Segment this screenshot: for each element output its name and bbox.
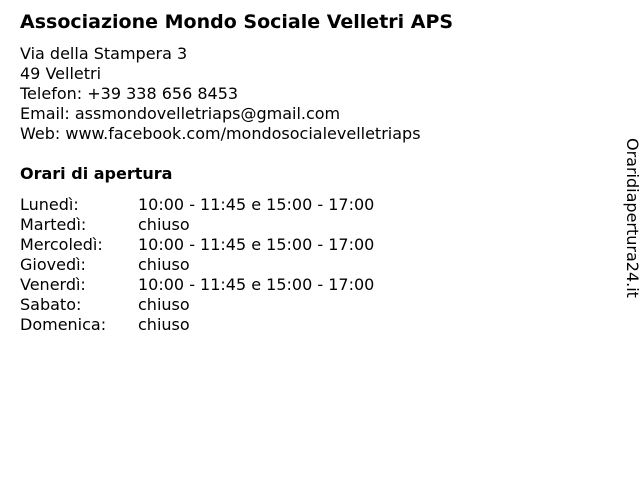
hours-day-label: Domenica: [20,315,107,334]
hours-time-value: 10:00 - 11:45 e 15:00 - 17:00 [138,235,375,254]
hours-time-value: chiuso [138,315,190,334]
site-brand-vertical: Oraridiapertura24.it [623,138,642,298]
hours-time-value: 10:00 - 11:45 e 15:00 - 17:00 [138,275,375,294]
email-line: Email: assmondovelletriaps@gmail.com [20,104,341,123]
hours-day-label: Mercoledì: [20,235,103,254]
address-city: 49 Velletri [20,64,102,83]
web-line: Web: www.facebook.com/mondosocialevelletriaps [20,124,421,143]
hours-day-label: Venerdì: [20,275,86,294]
business-name: Associazione Mondo Sociale Velletri APS [20,11,454,33]
hours-time-value: chiuso [138,255,190,274]
phone-line: Telefon: +39 338 656 8453 [20,84,239,103]
contact-info [20,44,421,144]
hours-day-label: Sabato: [20,295,82,314]
address-street: Via della Stampera 3 [20,44,188,63]
hours-day-label: Martedì: [20,215,87,234]
hours-heading: Orari di apertura [20,164,173,183]
hours-time-value: chiuso [138,215,190,234]
hours-day-label: Giovedì: [20,255,86,274]
hours-time-value: chiuso [138,295,190,314]
hours-day-label: Lunedì: [20,195,79,214]
hours-time-value: 10:00 - 11:45 e 15:00 - 17:00 [138,195,375,214]
